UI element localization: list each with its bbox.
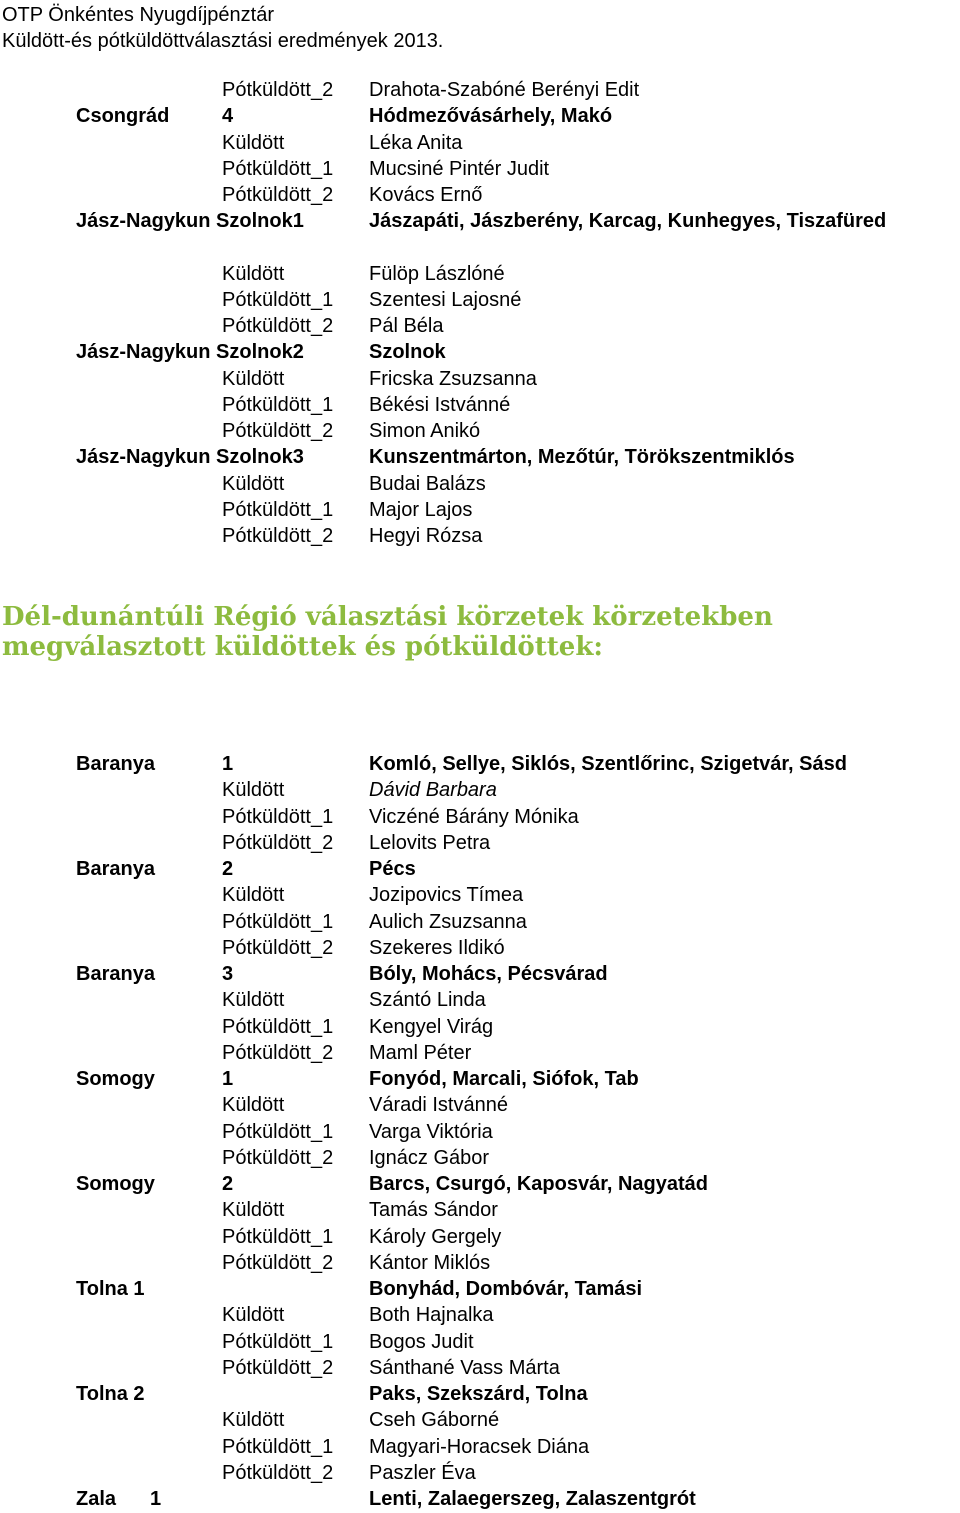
district-towns: Komló, Sellye, Siklós, Szentlőrinc, Szigetvár, Sásd — [369, 753, 847, 775]
person-name: Drahota-Szabóné Berényi Edit — [369, 79, 640, 101]
person-name: Major Lajos — [369, 499, 473, 521]
role-label: Pótküldött_1 — [222, 1016, 334, 1038]
role-label: Küldött — [222, 1409, 285, 1431]
role-label: Küldött — [222, 368, 285, 390]
county-label: Tolna 2 — [76, 1383, 145, 1405]
role-label: Pótküldött_2 — [222, 79, 334, 101]
role-label: Küldött — [222, 263, 285, 285]
county-label: Baranya — [76, 963, 155, 985]
district-number: 2 — [222, 858, 234, 880]
role-label: Pótküldött_2 — [222, 1042, 334, 1064]
district-towns: Lenti, Zalaegerszeg, Zalaszentgrót — [369, 1488, 696, 1510]
role-label: Küldött — [222, 884, 285, 906]
district-towns: Fonyód, Marcali, Siófok, Tab — [369, 1068, 639, 1090]
district-towns: Hódmezővásárhely, Makó — [369, 105, 613, 127]
person-name: Magyari-Horacsek Diána — [369, 1436, 590, 1458]
role-label: Küldött — [222, 1199, 285, 1221]
role-label: Pótküldött_1 — [222, 806, 334, 828]
person-name: Jozipovics Tímea — [369, 884, 524, 906]
role-label: Pótküldött_1 — [222, 394, 334, 416]
person-name: Váradi Istvánné — [369, 1094, 508, 1116]
role-label: Pótküldött_2 — [222, 1147, 334, 1169]
role-label: Pótküldött_2 — [222, 525, 334, 547]
county-label: Jász-Nagykun Szolnok3 — [76, 446, 304, 468]
district-towns: Paks, Szekszárd, Tolna — [369, 1383, 588, 1405]
person-name: Cseh Gáborné — [369, 1409, 500, 1431]
role-label: Küldött — [222, 473, 285, 495]
person-name: Dávid Barbara — [369, 779, 497, 801]
county-label: Baranya — [76, 858, 155, 880]
district-number: 1 — [222, 1068, 234, 1090]
role-label: Pótküldött_1 — [222, 289, 334, 311]
role-label: Pótküldött_2 — [222, 1357, 334, 1379]
section-heading: Dél-dunántúli Régió választási körzetek körzetekben megválasztott küldöttek és pótküldöttek: — [2, 602, 773, 662]
role-label: Pótküldött_2 — [222, 1462, 334, 1484]
district-towns: Bonyhád, Dombóvár, Tamási — [369, 1278, 643, 1300]
county-label: Jász-Nagykun Szolnok1 — [76, 210, 304, 232]
county-label: Somogy — [76, 1068, 155, 1090]
document-title: OTP Önkéntes Nyugdíjpénztár — [2, 4, 274, 26]
role-label: Pótküldött_1 — [222, 1436, 334, 1458]
person-name: Hegyi Rózsa — [369, 525, 483, 547]
role-label: Küldött — [222, 1304, 285, 1326]
person-name: Lelovits Petra — [369, 832, 491, 854]
role-label: Pótküldött_2 — [222, 832, 334, 854]
person-name: Pál Béla — [369, 315, 444, 337]
county-label: Jász-Nagykun Szolnok2 — [76, 341, 304, 363]
person-name: Kengyel Virág — [369, 1016, 494, 1038]
person-name: Fricska Zsuzsanna — [369, 368, 537, 390]
person-name: Budai Balázs — [369, 473, 486, 495]
role-label: Pótküldött_2 — [222, 315, 334, 337]
person-name: Fülöp Lászlóné — [369, 263, 505, 285]
person-name: Maml Péter — [369, 1042, 472, 1064]
district-number: 3 — [222, 963, 234, 985]
district-towns: Szolnok — [369, 341, 446, 363]
district-number: 2 — [222, 1173, 234, 1195]
role-label: Küldött — [222, 132, 285, 154]
role-label: Küldött — [222, 989, 285, 1011]
person-name: Paszler Éva — [369, 1462, 476, 1484]
person-name: Károly Gergely — [369, 1226, 502, 1248]
role-label: Küldött — [222, 1094, 285, 1116]
role-label: Pótküldött_1 — [222, 499, 334, 521]
district-towns: Kunszentmárton, Mezőtúr, Törökszentmiklós — [369, 446, 795, 468]
role-label: Pótküldött_1 — [222, 1331, 334, 1353]
county-label: Tolna 1 — [76, 1278, 145, 1300]
district-number: 4 — [222, 105, 234, 127]
person-name: Bogos Judit — [369, 1331, 474, 1353]
district-towns: Jászapáti, Jászberény, Karcag, Kunhegyes, Tiszafüred — [369, 210, 887, 232]
person-name: Varga Viktória — [369, 1121, 493, 1143]
person-name: Szántó Linda — [369, 989, 486, 1011]
county-label: Zala — [76, 1488, 117, 1510]
district-towns: Barcs, Csurgó, Kaposvár, Nagyatád — [369, 1173, 709, 1195]
person-name: Léka Anita — [369, 132, 463, 154]
role-label: Pótküldött_2 — [222, 1252, 334, 1274]
person-name: Aulich Zsuzsanna — [369, 911, 527, 933]
role-label: Küldött — [222, 779, 285, 801]
role-label: Pótküldött_1 — [222, 158, 334, 180]
person-name: Kovács Ernő — [369, 184, 483, 206]
role-label: Pótküldött_1 — [222, 1121, 334, 1143]
district-number: 1 — [222, 753, 234, 775]
person-name: Békési Istvánné — [369, 394, 511, 416]
person-name: Simon Anikó — [369, 420, 481, 442]
person-name: Szekeres Ildikó — [369, 937, 505, 959]
role-label: Pótküldött_2 — [222, 184, 334, 206]
person-name: Szentesi Lajosné — [369, 289, 522, 311]
person-name: Sánthané Vass Márta — [369, 1357, 560, 1379]
role-label: Pótküldött_2 — [222, 937, 334, 959]
person-name: Viczéné Bárány Mónika — [369, 806, 579, 828]
person-name: Kántor Miklós — [369, 1252, 491, 1274]
county-label: Somogy — [76, 1173, 155, 1195]
document-subtitle: Küldött-és pótküldöttválasztási eredmények 2013. — [2, 30, 444, 52]
person-name: Ignácz Gábor — [369, 1147, 490, 1169]
person-name: Mucsiné Pintér Judit — [369, 158, 550, 180]
county-label: Csongrád — [76, 105, 170, 127]
person-name: Tamás Sándor — [369, 1199, 498, 1221]
district-towns: Pécs — [369, 858, 416, 880]
role-label: Pótküldött_2 — [222, 420, 334, 442]
county-label: Baranya — [76, 753, 155, 775]
role-label: Pótküldött_1 — [222, 911, 334, 933]
person-name: Both Hajnalka — [369, 1304, 494, 1326]
district-number: 1 — [150, 1488, 162, 1510]
district-towns: Bóly, Mohács, Pécsvárad — [369, 963, 608, 985]
role-label: Pótküldött_1 — [222, 1226, 334, 1248]
